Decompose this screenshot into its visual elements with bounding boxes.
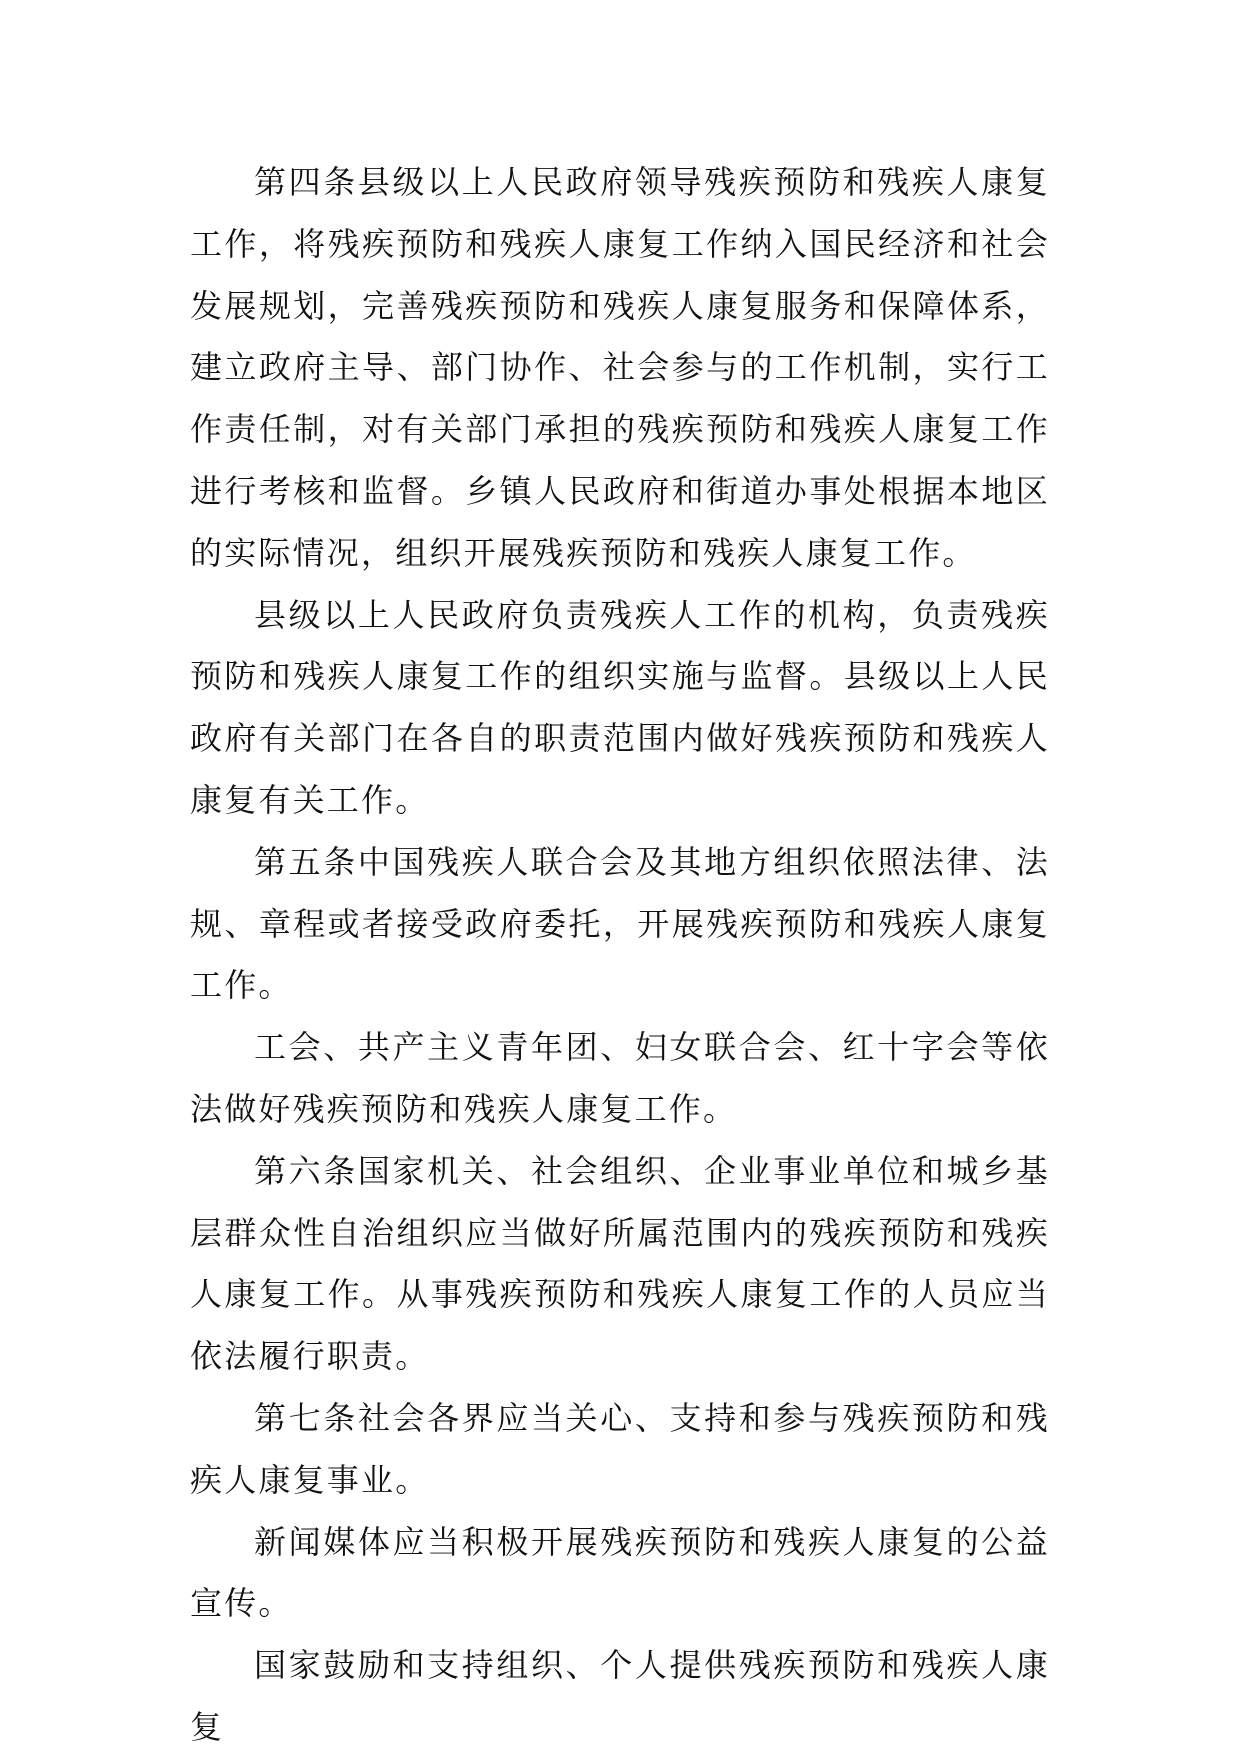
paragraph-article-4: 第四条县级以上人民政府领导残疾预防和残疾人康复工作，将残疾预防和残疾人康复工作纳入国民经济和社会发展规划，完善残疾预防和残疾人康复服务和保障体系，建立政府主导、部门协作、社会参与的工作机制，实行工作责任制，对有关部门承担的残疾预防和残疾人康复工作进行考核和监督。乡镇人民政府和街道办事处根据本地区的实际情况，组织开展残疾预防和残疾人康复工作。 — [190, 163, 1050, 572]
paragraph-article-4-part-2: 县级以上人民政府负责残疾人工作的机构，负责残疾预防和残疾人康复工作的组织实施与监督。县级以上人民政府有关部门在各自的职责范围内做好残疾预防和残疾人康复有关工作。 — [190, 595, 1050, 819]
document-page — [190, 152, 1050, 1746]
paragraph-article-7-part-3: 国家鼓励和支持组织、个人提供残疾预防和残疾人康复 — [190, 1646, 1050, 1746]
paragraph-article-7-part-2: 新闻媒体应当积极开展残疾预防和残疾人康复的公益宣传。 — [190, 1522, 1050, 1623]
paragraph-article-5: 第五条中国残疾人联合会及其地方组织依照法律、法规、章程或者接受政府委托，开展残疾预防和残疾人康复工作。 — [190, 842, 1050, 1005]
paragraph-article-5-part-2: 工会、共产主义青年团、妇女联合会、红十字会等依法做好残疾预防和残疾人康复工作。 — [190, 1028, 1050, 1128]
paragraph-article-7: 第七条社会各界应当关心、支持和参与残疾预防和残疾人康复事业。 — [190, 1398, 1050, 1499]
paragraph-article-6: 第六条国家机关、社会组织、企业事业单位和城乡基层群众性自治组织应当做好所属范围内的残疾预防和残疾人康复工作。从事残疾预防和残疾人康复工作的人员应当依法履行职责。 — [190, 1151, 1050, 1376]
